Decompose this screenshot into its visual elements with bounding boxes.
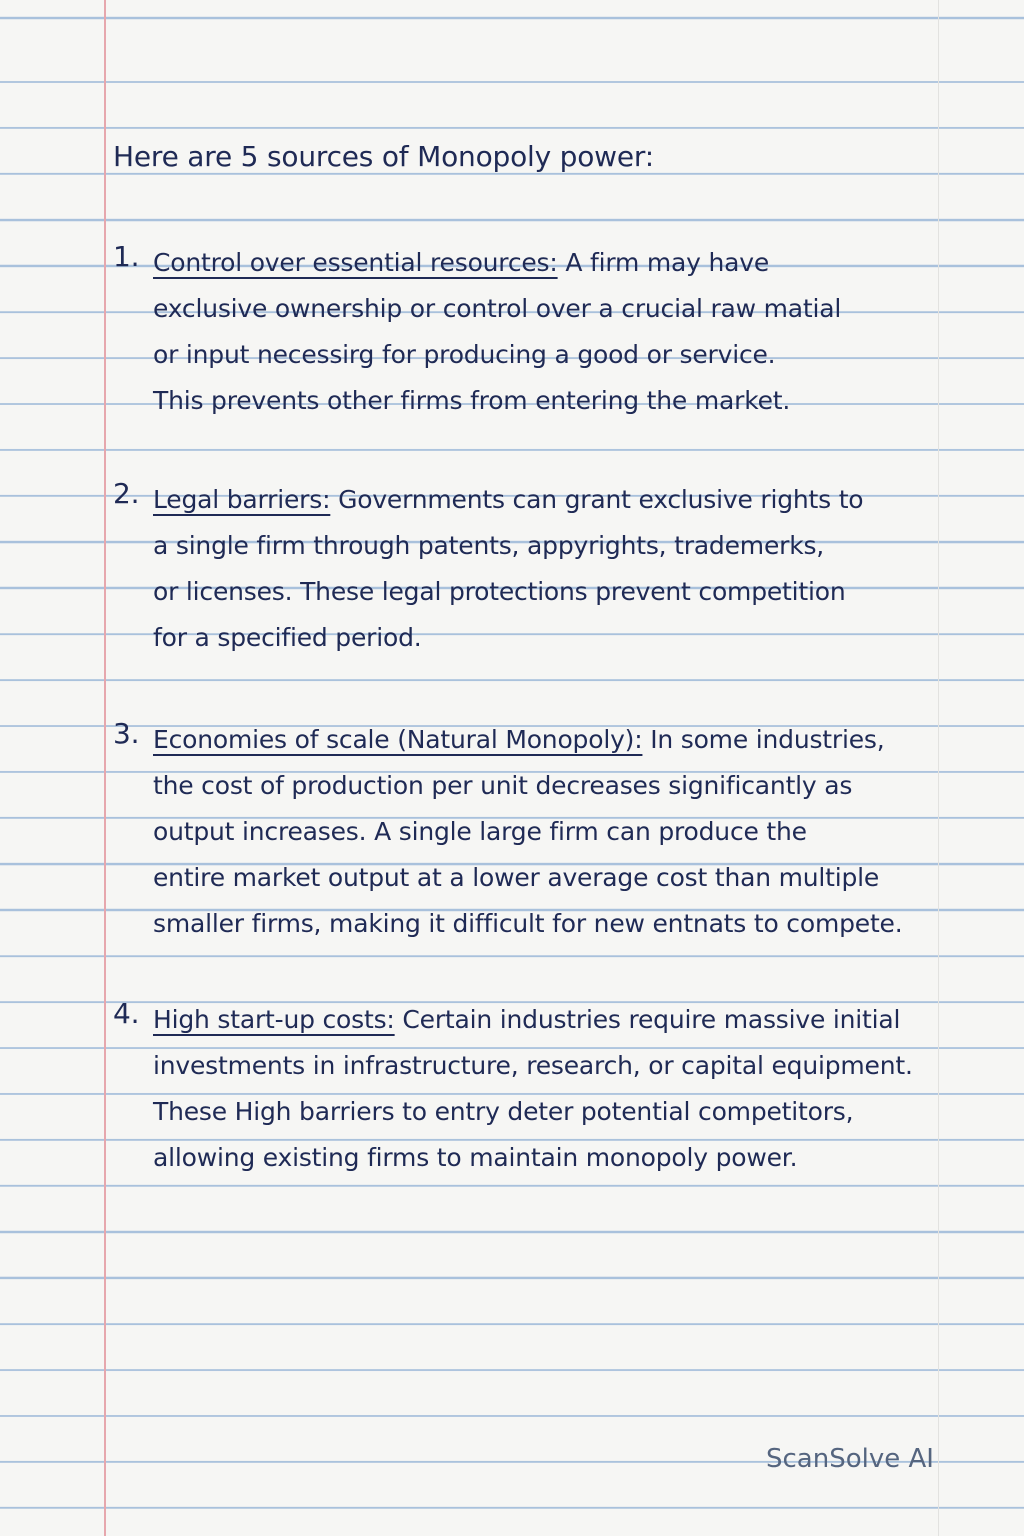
list-item-3 <box>113 717 943 947</box>
item-number: 3. <box>113 717 140 750</box>
item-text-line: the cost of production per unit decreases significantly as <box>153 771 853 800</box>
item-first-line <box>153 240 943 286</box>
item-first-line <box>153 717 943 763</box>
item-text-line: a single firm through patents, appyrights, trademerks, <box>153 531 825 560</box>
item-text-line: These High barriers to entry deter potential competitors, <box>153 1097 854 1126</box>
item-body <box>153 240 943 424</box>
item-heading: Legal barriers: <box>153 485 331 514</box>
item-text-line: for a specified period. <box>153 623 422 652</box>
item-text-line: allowing existing firms to maintain monopoly power. <box>153 1143 798 1172</box>
item-text-line: entire market output at a lower average cost than multiple <box>153 863 880 892</box>
item-text-line: or licenses. These legal protections prevent competition <box>153 577 846 606</box>
list-item-2 <box>113 477 943 661</box>
list-item-4 <box>113 997 943 1181</box>
item-heading: Control over essential resources: <box>153 248 558 277</box>
item-text-line: smaller firms, making it difficult for new entnats to compete. <box>153 909 903 938</box>
item-body <box>153 477 943 661</box>
item-text-line: This prevents other firms from entering the market. <box>153 386 791 415</box>
item-number: 1. <box>113 240 140 273</box>
item-heading: Economies of scale (Natural Monopoly): <box>153 725 643 754</box>
item-text-line: investments in infrastructure, research, or capital equipment. <box>153 1051 913 1080</box>
item-text-line: or input necessirg for producing a good or service. <box>153 340 776 369</box>
item-text-line: output increases. A single large firm can produce the <box>153 817 807 846</box>
brand-watermark: ScanSolve AI <box>766 1444 934 1474</box>
page-title: Here are 5 sources of Monopoly power: <box>113 140 654 173</box>
item-text-line: A firm may have <box>565 248 770 277</box>
item-text-line: Governments can grant exclusive rights to <box>338 485 864 514</box>
item-text-line: In some industries, <box>650 725 885 754</box>
item-first-line <box>153 477 943 523</box>
list-item-1 <box>113 240 943 424</box>
item-body <box>153 997 943 1181</box>
item-heading: High start-up costs: <box>153 1005 395 1034</box>
item-body <box>153 717 943 947</box>
item-number: 2. <box>113 477 140 510</box>
item-first-line <box>153 997 943 1043</box>
margin-line <box>104 0 106 1536</box>
item-text-line: Certain industries require massive initial <box>402 1005 901 1034</box>
item-number: 4. <box>113 997 140 1030</box>
item-text-line: exclusive ownership or control over a crucial raw matial <box>153 294 842 323</box>
